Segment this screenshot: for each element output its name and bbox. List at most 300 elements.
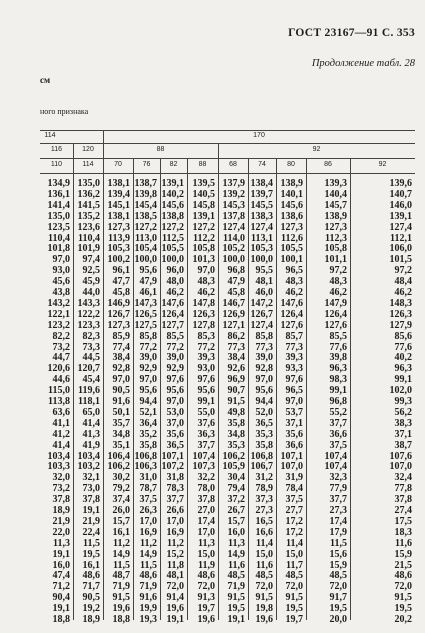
table-cell: 85,6 — [394, 330, 412, 342]
table-cell: 139,1 — [192, 210, 215, 222]
table-cell: 96,5 — [285, 385, 303, 397]
table-cell: 27,3 — [329, 505, 347, 516]
table-cell: 73,3 — [82, 341, 100, 353]
table-cell: 95,6 — [197, 385, 215, 397]
table-cell: 39,0 — [255, 352, 273, 364]
table-cell: 17,0 — [139, 515, 157, 527]
table-cell: 101,1 — [324, 254, 347, 266]
table-cell: 72,0 — [394, 581, 412, 593]
table-cell: 127,5 — [134, 319, 157, 331]
table-cell: 90,5 — [82, 592, 100, 604]
table-cell: 85,3 — [197, 330, 215, 342]
table-cell: 73,2 — [52, 341, 70, 353]
table-cell: 22,0 — [52, 526, 70, 538]
table-cell: 14,9 — [227, 548, 245, 560]
table-cell: 138,4 — [250, 178, 273, 189]
table-cell: 106,0 — [389, 243, 412, 255]
table-cell: 18,8 — [112, 614, 130, 625]
table-cell: 31,2 — [255, 472, 273, 484]
table-cell: 41,3 — [82, 428, 100, 440]
table-cell: 113,9 — [108, 232, 130, 244]
table-cell: 147,6 — [161, 297, 184, 309]
table-cell: 16,1 — [112, 526, 130, 538]
table-cell: 139,8 — [134, 188, 157, 200]
column-header: 74 — [258, 161, 266, 168]
table-cell: 99,1 — [329, 385, 347, 397]
table-cell: 94,4 — [255, 396, 273, 407]
table-cell: 97,2 — [394, 265, 412, 277]
table-cell: 91,5 — [255, 592, 273, 604]
table-cell: 15,0 — [255, 548, 273, 560]
table-cell: 32,3 — [329, 472, 347, 484]
table-cell: 78,7 — [139, 483, 157, 495]
table-cell: 147,3 — [134, 297, 157, 309]
table-cell: 91,3 — [197, 592, 215, 604]
table-cell: 30,2 — [112, 472, 130, 484]
table-cell: 37,6 — [197, 417, 215, 429]
table-cell: 127,1 — [222, 319, 245, 331]
table-cell: 123,5 — [47, 221, 70, 233]
table-cell: 120,6 — [47, 363, 70, 375]
table-cell: 15,7 — [112, 515, 130, 527]
table-cell: 37,7 — [329, 494, 347, 506]
table-cell: 115,0 — [48, 385, 70, 397]
table-cell: 135,0 — [77, 178, 100, 189]
table-cell: 32,2 — [197, 472, 215, 484]
table-cell: 126,9 — [222, 308, 245, 320]
table-cell: 106,8 — [250, 450, 273, 462]
table-cell: 11,4 — [256, 537, 273, 549]
table-cell: 15,0 — [285, 548, 303, 560]
table-cell: 45,8 — [227, 287, 245, 298]
table-cell: 31,0 — [139, 472, 157, 484]
table-cell: 18,9 — [82, 614, 100, 625]
table-continuation-caption: Продолжение табл. 28 — [311, 58, 415, 69]
table-cell: 143,2 — [47, 297, 70, 309]
table-cell: 97,0 — [285, 396, 303, 407]
table-cell: 46,1 — [139, 287, 157, 298]
table-cell: 36,6 — [285, 439, 303, 451]
table-cell: 127,3 — [324, 221, 347, 233]
table-cell: 11,5 — [140, 559, 157, 571]
table-cell: 120,7 — [77, 363, 100, 375]
table-cell: 52,0 — [255, 406, 273, 418]
table-cell: 41,2 — [52, 428, 70, 440]
table-cell: 126,7 — [107, 308, 130, 320]
table-cell: 22,4 — [82, 526, 100, 538]
table-cell: 37,8 — [197, 494, 215, 506]
table-cell: 91,5 — [112, 592, 130, 604]
rule-colhead — [40, 158, 415, 159]
table-cell: 11,7 — [286, 559, 303, 571]
table-cell: 44,5 — [82, 352, 100, 364]
table-cell: 71,2 — [52, 581, 70, 593]
table-cell: 11,3 — [198, 537, 215, 549]
table-cell: 37,7 — [329, 417, 347, 429]
table-cell: 34,8 — [112, 428, 130, 440]
table-cell: 72,0 — [255, 581, 273, 593]
table-cell: 147,9 — [324, 297, 347, 309]
table-cell: 55,0 — [197, 406, 215, 418]
table-cell: 37,3 — [255, 494, 273, 506]
table-cell: 119,6 — [78, 385, 100, 397]
table-cell: 107,1 — [280, 450, 303, 462]
table-cell: 140,1 — [280, 188, 303, 200]
table-cell: 48,5 — [285, 570, 303, 582]
header-subgroup: 88 — [156, 146, 165, 153]
table-cell: 99,1 — [394, 374, 412, 386]
table-cell: 21,5 — [394, 559, 412, 571]
table-cell: 20,2 — [394, 614, 412, 625]
table-cell: 127,2 — [134, 221, 157, 233]
table-cell: 19,1 — [227, 614, 245, 625]
table-cell: 85,7 — [285, 330, 303, 342]
table-cell: 17,5 — [394, 515, 412, 527]
table-cell: 96,9 — [227, 374, 245, 386]
table-cell: 101,8 — [47, 243, 70, 255]
table-cell: 93,0 — [197, 363, 215, 375]
table-cell: 103,4 — [47, 450, 70, 462]
table-cell: 17,0 — [166, 515, 184, 527]
table-cell: 36,5 — [166, 439, 184, 451]
table-cell: 73,0 — [82, 483, 100, 495]
table-cell: 107,4 — [324, 450, 347, 462]
table-cell: 95,6 — [255, 385, 273, 397]
table-cell: 85,5 — [166, 330, 184, 342]
table-cell: 32,1 — [82, 472, 100, 484]
table-cell: 101,5 — [389, 254, 412, 266]
table-cell: 139,2 — [222, 188, 245, 200]
table-cell: 35,3 — [255, 428, 273, 440]
table-cell: 17,4 — [197, 515, 215, 527]
table-cell: 48,6 — [197, 570, 215, 582]
table-cell: 106,2 — [107, 461, 130, 473]
table-cell: 44,7 — [52, 352, 70, 364]
table-cell: 127,7 — [161, 319, 184, 331]
table-cell: 100,1 — [280, 254, 303, 266]
table-cell: 91,4 — [166, 592, 184, 604]
table-cell: 48,1 — [166, 570, 184, 582]
table-cell: 139,5 — [192, 178, 215, 189]
table-cell: 110,4 — [48, 232, 70, 244]
table-cell: 17,4 — [329, 515, 347, 527]
sign-label: ного признака — [40, 107, 89, 116]
table-cell: 37,5 — [139, 494, 157, 506]
table-cell: 97,6 — [166, 374, 184, 386]
table-cell: 147,2 — [250, 297, 273, 309]
table-cell: 21,9 — [52, 515, 70, 527]
table-cell: 45,6 — [52, 276, 70, 288]
table-cell: 34,8 — [227, 428, 245, 440]
table-cell: 112,2 — [193, 232, 215, 244]
table-cell: 35,8 — [227, 417, 245, 429]
table-cell: 92,5 — [82, 265, 100, 277]
table-cell: 122,1 — [47, 308, 70, 320]
table-cell: 123,2 — [47, 319, 70, 331]
table-cell: 77,2 — [197, 341, 215, 353]
table-cell: 26,6 — [166, 505, 184, 516]
table-cell: 19,7 — [285, 614, 303, 625]
table-cell: 11,9 — [198, 559, 215, 571]
table-cell: 95,6 — [166, 385, 184, 397]
table-cell: 37,1 — [394, 428, 412, 440]
column-header: 114 — [82, 161, 94, 168]
table-cell: 91,7 — [329, 592, 347, 604]
table-cell: 16,9 — [139, 526, 157, 538]
table-cell: 78,4 — [285, 483, 303, 495]
table-cell: 19,3 — [139, 614, 157, 625]
table-cell: 37,7 — [197, 439, 215, 451]
table-cell: 37,1 — [285, 417, 303, 429]
table-cell: 105,8 — [192, 243, 215, 255]
table-cell: 139,6 — [389, 178, 412, 189]
table-cell: 126,4 — [161, 308, 184, 320]
table-cell: 106,3 — [134, 461, 157, 473]
table-cell: 92,8 — [255, 363, 273, 375]
table-cell: 46,2 — [329, 287, 347, 298]
table-cell: 19,6 — [166, 603, 184, 615]
table-cell: 37,8 — [394, 494, 412, 506]
table-cell: 50,1 — [112, 406, 130, 418]
table-cell: 127,6 — [324, 319, 347, 331]
table-cell: 46,2 — [285, 287, 303, 298]
table-cell: 53,0 — [166, 406, 184, 418]
column-header: 92 — [378, 161, 387, 168]
table-cell: 11,3 — [53, 537, 70, 549]
table-cell: 11,8 — [167, 559, 184, 571]
table-cell: 100,0 — [161, 254, 184, 266]
table-cell: 127,4 — [250, 221, 273, 233]
table-cell: 48,3 — [329, 276, 347, 288]
table-cell: 127,2 — [192, 221, 215, 233]
table-cell: 138,8 — [161, 210, 184, 222]
table-cell: 47,9 — [227, 276, 245, 288]
table-cell: 45,4 — [82, 374, 100, 386]
table-cell: 48,7 — [112, 570, 130, 582]
table-cell: 97,6 — [197, 374, 215, 386]
table-cell: 11,5 — [330, 537, 347, 549]
table-cell: 136,2 — [77, 188, 100, 200]
table-cell: 127,3 — [107, 221, 130, 233]
table-cell: 11,2 — [113, 537, 130, 549]
table-cell: 21,9 — [82, 515, 100, 527]
table-cell: 19,6 — [112, 603, 130, 615]
table-cell: 91,5 — [285, 592, 303, 604]
table-cell: 122,2 — [77, 308, 100, 320]
table-cell: 146,9 — [107, 297, 130, 309]
column-header: 80 — [287, 161, 295, 168]
table-cell: 77,6 — [329, 341, 347, 353]
table-cell: 85,8 — [255, 330, 273, 342]
table-cell: 72,0 — [329, 581, 347, 593]
table-cell: 77,3 — [255, 341, 273, 353]
rule-mid — [40, 143, 415, 144]
table-cell: 91,5 — [394, 592, 412, 604]
table-cell: 48,4 — [394, 276, 412, 288]
table-cell: 37,8 — [52, 494, 70, 506]
table-cell: 139,1 — [161, 178, 184, 189]
table-cell: 105,5 — [280, 243, 303, 255]
table-cell: 52,1 — [139, 406, 157, 418]
table-cell: 11,2 — [167, 537, 184, 549]
table-cell: 55,2 — [329, 406, 347, 418]
table-cell: 63,6 — [52, 406, 70, 418]
table-cell: 11,5 — [113, 559, 130, 571]
table-cell: 105,3 — [107, 243, 130, 255]
table-cell: 35,8 — [139, 439, 157, 451]
table-cell: 37,5 — [329, 439, 347, 451]
table-cell: 140,2 — [161, 188, 184, 200]
table-cell: 101,3 — [192, 254, 215, 266]
column-header: 110 — [50, 161, 63, 168]
table-cell: 103,4 — [77, 450, 100, 462]
table-cell: 148,3 — [389, 297, 412, 309]
table-cell: 78,9 — [255, 483, 273, 495]
table-cell: 105,3 — [250, 243, 273, 255]
table-cell: 19,6 — [255, 614, 273, 625]
table-cell: 19,5 — [394, 603, 412, 615]
table-cell: 19,2 — [82, 603, 100, 615]
table-cell: 37,7 — [166, 494, 184, 506]
table-cell: 15,0 — [197, 548, 215, 560]
table-cell: 46,2 — [394, 287, 412, 298]
table-cell: 39,0 — [139, 352, 157, 364]
table-cell: 127,8 — [192, 319, 215, 331]
table-cell: 27,7 — [285, 505, 303, 516]
table-cell: 72,0 — [166, 581, 184, 593]
table-cell: 47,9 — [139, 276, 157, 288]
table-cell: 18,3 — [394, 526, 412, 538]
table-cell: 95,6 — [139, 385, 157, 397]
table-cell: 137,9 — [222, 178, 245, 189]
table-cell: 138,5 — [134, 210, 157, 222]
table-cell: 138,7 — [134, 178, 157, 189]
table-cell: 14,9 — [112, 548, 130, 560]
table-cell: 123,3 — [77, 319, 100, 331]
table-cell: 100,0 — [222, 254, 245, 266]
table-cell: 97,0 — [139, 374, 157, 386]
table-cell: 126,4 — [324, 308, 347, 320]
page-header: ГОСТ 23167—91 С. 353 — [288, 27, 415, 39]
table-cell: 17,2 — [285, 515, 303, 527]
table-cell: 53,7 — [285, 406, 303, 418]
table-cell: 38,4 — [112, 352, 130, 364]
table-cell: 36,5 — [255, 417, 273, 429]
table-cell: 146,0 — [389, 199, 412, 211]
table-cell: 94,4 — [139, 396, 157, 407]
table-cell: 103,3 — [47, 461, 70, 473]
rule-top — [40, 130, 415, 131]
table-cell: 145,3 — [222, 199, 245, 211]
table-cell: 37,4 — [112, 494, 130, 506]
header-subgroup: 116 — [50, 146, 63, 153]
rule-body — [40, 173, 415, 174]
table-cell: 73,2 — [52, 483, 70, 495]
table-cell: 11,6 — [395, 537, 412, 549]
table-cell: 16,9 — [166, 526, 184, 538]
table-cell: 16,0 — [227, 526, 245, 538]
table-cell: 91,6 — [139, 592, 157, 604]
table-cell: 38,4 — [227, 352, 245, 364]
table-cell: 85,9 — [112, 330, 130, 342]
column-header: 76 — [142, 161, 151, 168]
table-cell: 138,1 — [107, 178, 130, 189]
table-cell: 11,2 — [140, 537, 157, 549]
table-cell: 107,3 — [192, 461, 215, 473]
table-cell: 35,6 — [285, 428, 303, 440]
table-cell: 113,0 — [135, 232, 157, 244]
table-cell: 17,2 — [285, 526, 303, 538]
table-cell: 107,1 — [161, 450, 184, 462]
table-cell: 37,0 — [166, 417, 184, 429]
table-cell: 48,5 — [227, 570, 245, 582]
table-cell: 85,8 — [139, 330, 157, 342]
table-cell: 90,4 — [52, 592, 70, 604]
table-cell: 147,8 — [192, 297, 215, 309]
table-cell: 32,0 — [52, 472, 70, 484]
table-cell: 16,6 — [255, 526, 273, 538]
table-cell: 127,4 — [389, 221, 412, 233]
table-cell: 140,7 — [389, 188, 412, 200]
table-cell: 43,8 — [52, 287, 70, 298]
table-cell: 19,5 — [329, 603, 347, 615]
table-cell: 38,7 — [394, 439, 412, 451]
table-cell: 127,9 — [389, 319, 412, 331]
table-cell: 11,6 — [228, 559, 245, 571]
table-cell: 99,1 — [197, 396, 215, 407]
table-cell: 30,4 — [227, 472, 245, 484]
table-cell: 19,5 — [82, 548, 100, 560]
table-cell: 77,2 — [139, 341, 157, 353]
table-cell: 96,8 — [227, 265, 245, 277]
column-header: 82 — [169, 161, 178, 168]
table-cell: 118,1 — [78, 396, 100, 407]
table-cell: 97,0 — [112, 374, 130, 386]
table-cell: 35,6 — [166, 428, 184, 440]
header-group: 114 — [44, 132, 56, 139]
table-cell: 127,2 — [161, 221, 184, 233]
table-cell: 71,7 — [82, 581, 100, 593]
table-cell: 48,3 — [197, 276, 215, 288]
column-header: 86 — [324, 161, 332, 168]
table-cell: 26,3 — [139, 505, 157, 516]
table-cell: 39,3 — [197, 352, 215, 364]
table-cell: 97,4 — [82, 254, 100, 266]
table-cell: 97,0 — [52, 254, 70, 266]
table-cell: 97,0 — [166, 396, 184, 407]
table-cell: 41,1 — [52, 417, 70, 429]
table-cell: 145,7 — [324, 199, 347, 211]
table-cell: 39,8 — [329, 352, 347, 364]
unit-label: см — [40, 75, 51, 85]
table-cell: 123,6 — [77, 221, 100, 233]
table-cell: 139,4 — [107, 188, 130, 200]
table-cell: 18,9 — [52, 505, 70, 516]
table-cell: 48,6 — [394, 570, 412, 582]
table-cell: 101,9 — [77, 243, 100, 255]
table-cell: 77,4 — [112, 341, 130, 353]
table-cell: 48,1 — [255, 276, 273, 288]
table-cell: 90,7 — [227, 385, 245, 397]
table-cell: 44,0 — [82, 287, 100, 298]
table-cell: 48,5 — [329, 570, 347, 582]
table-cell: 86,2 — [227, 330, 245, 342]
table-cell: 72,0 — [285, 581, 303, 593]
table-cell: 16,5 — [255, 515, 273, 527]
table-cell: 113,1 — [251, 232, 273, 244]
table-cell: 127,6 — [280, 319, 303, 331]
table-cell: 136,1 — [47, 188, 70, 200]
